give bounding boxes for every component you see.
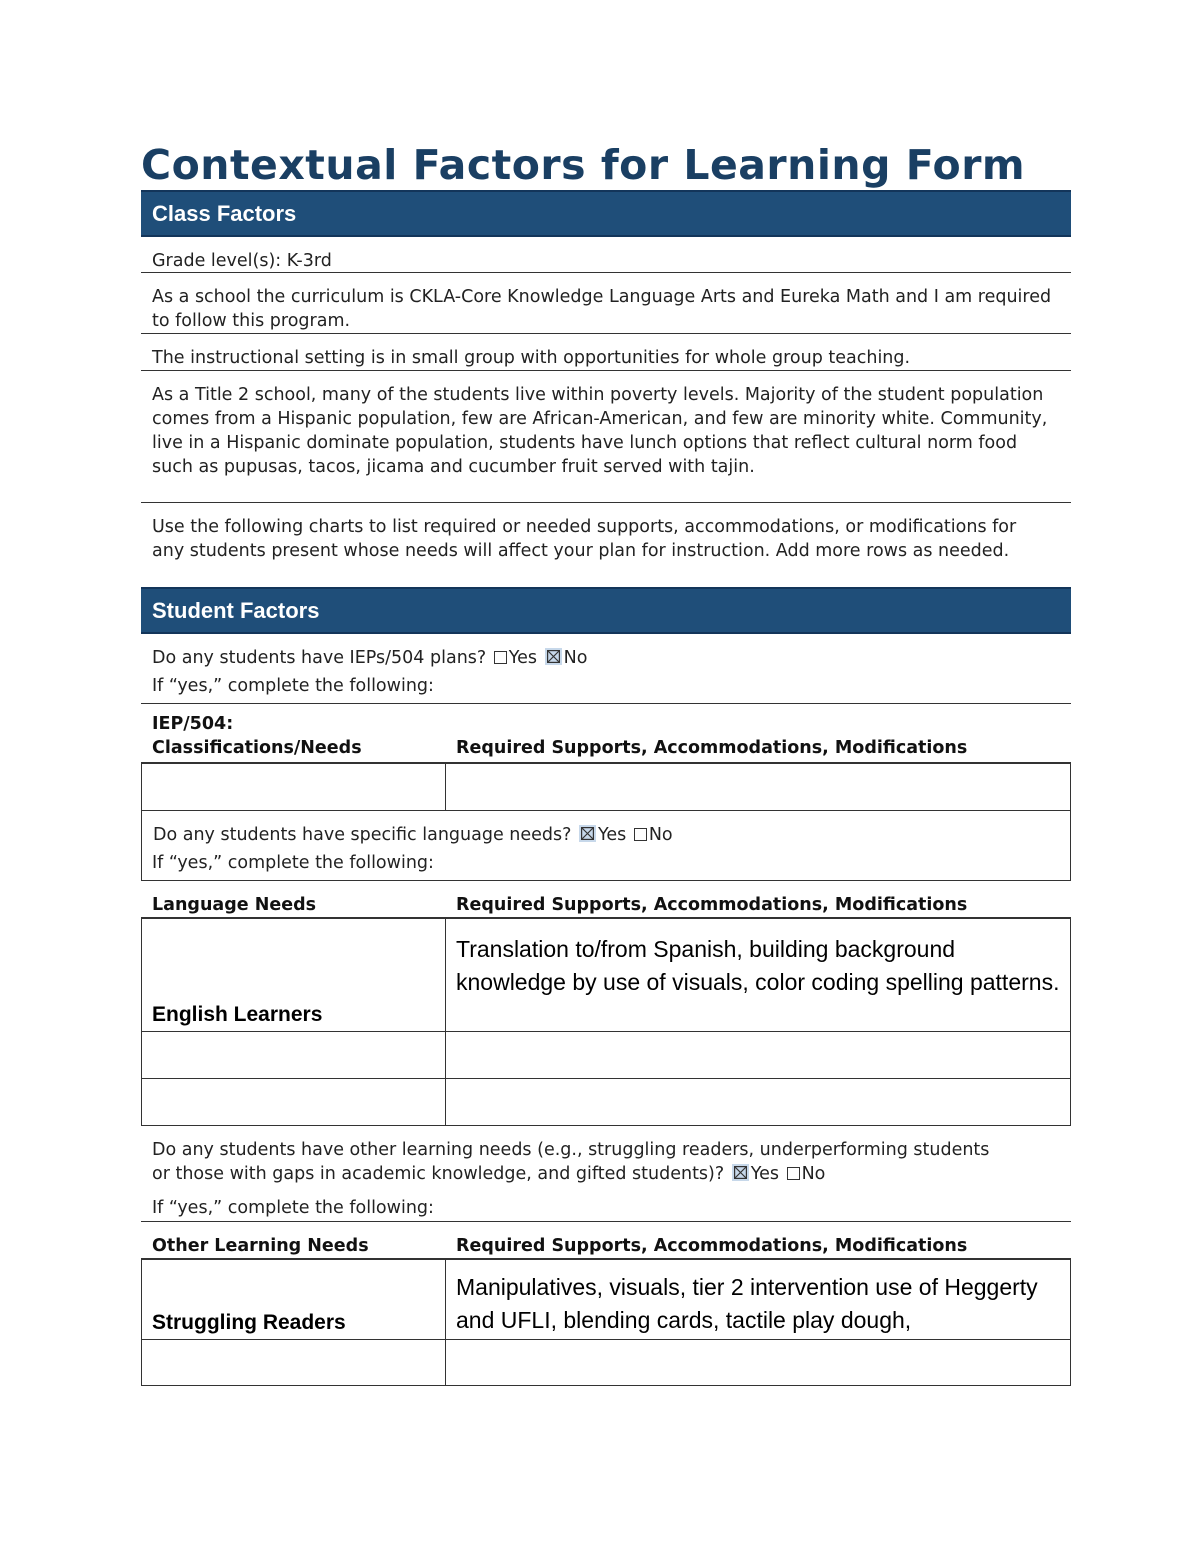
other-table-header bbox=[141, 1222, 1071, 1259]
iep-col-classifications bbox=[141, 704, 445, 760]
other-question-text: Do any students have other learning needs (e.g., struggling readers, underperforming students or those with gaps in academic knowledge, and gifted students)? bbox=[152, 1140, 990, 1184]
language-need-cell[interactable]: English Learners bbox=[142, 919, 446, 1032]
grade-level-text: Grade level(s): K-3rd bbox=[141, 237, 1071, 273]
language-support-cell[interactable] bbox=[446, 1079, 1071, 1126]
other-yes-label: Yes bbox=[750, 1164, 779, 1184]
other-col-needs: Other Learning Needs bbox=[152, 1236, 369, 1256]
iep-if-yes: If “yes,” complete the following: bbox=[141, 670, 1071, 704]
iep-no-checkbox[interactable] bbox=[545, 648, 562, 665]
table-row bbox=[142, 1340, 1071, 1386]
section-header-student-factors: Student Factors bbox=[141, 587, 1071, 634]
table-row bbox=[142, 1079, 1071, 1126]
language-need-cell[interactable] bbox=[142, 1079, 446, 1126]
other-support-cell[interactable]: Manipulatives, visuals, tier 2 intervention use of Heggerty and UFLI, blending cards, tactile play dough, bbox=[446, 1260, 1071, 1340]
other-need-cell[interactable] bbox=[142, 1340, 446, 1386]
table-row bbox=[142, 764, 1071, 811]
language-no-checkbox[interactable] bbox=[634, 828, 647, 841]
page-title: Contextual Factors for Learning Form bbox=[141, 141, 1026, 189]
language-support-cell[interactable]: Translation to/from Spanish, building background knowledge by use of visuals, color coding spelling patterns. bbox=[446, 919, 1071, 1032]
checked-x-icon bbox=[547, 650, 560, 663]
language-need-cell[interactable] bbox=[142, 1032, 446, 1079]
language-yes-checkbox[interactable] bbox=[579, 825, 596, 842]
language-no-label: No bbox=[648, 825, 673, 845]
other-no-checkbox[interactable] bbox=[787, 1167, 800, 1180]
table-row bbox=[142, 919, 1071, 1032]
language-table bbox=[141, 918, 1071, 1126]
table-row bbox=[142, 1032, 1071, 1079]
curriculum-text: As a school the curriculum is CKLA-Core Knowledge Language Arts and Eureka Math and I am required to follow this program. bbox=[141, 273, 1071, 334]
other-table bbox=[141, 1259, 1071, 1386]
section-header-class-factors: Class Factors bbox=[141, 190, 1071, 237]
language-question bbox=[142, 811, 1070, 847]
language-support-cell[interactable] bbox=[446, 1032, 1071, 1079]
iep-question-text: Do any students have IEPs/504 plans? bbox=[152, 648, 487, 668]
language-question-text: Do any students have specific language needs? bbox=[153, 825, 572, 845]
language-yes-label: Yes bbox=[598, 825, 627, 845]
language-col-supports: Required Supports, Accommodations, Modifications bbox=[456, 895, 968, 915]
setting-text: The instructional setting is in small group with opportunities for whole group teaching. bbox=[141, 334, 1071, 371]
iep-col1-line1: IEP/504: bbox=[152, 714, 234, 734]
iep-col1-line2: Classifications/Needs bbox=[152, 738, 362, 758]
form-page bbox=[141, 140, 1071, 1386]
iep-table bbox=[141, 763, 1071, 811]
other-need-cell[interactable]: Struggling Readers bbox=[142, 1260, 446, 1340]
other-support-cell[interactable] bbox=[446, 1340, 1071, 1386]
language-col-needs: Language Needs bbox=[152, 895, 317, 915]
iep-col-supports: Required Supports, Accommodations, Modifications bbox=[456, 738, 968, 758]
other-question bbox=[141, 1126, 1071, 1186]
other-col-supports: Required Supports, Accommodations, Modifications bbox=[456, 1236, 968, 1256]
iep-question bbox=[141, 634, 1071, 670]
iep-need-cell[interactable] bbox=[142, 764, 446, 811]
checked-x-icon bbox=[581, 827, 594, 840]
iep-yes-label: Yes bbox=[508, 648, 538, 668]
language-if-yes: If “yes,” complete the following: bbox=[152, 853, 434, 873]
instructions-text: Use the following charts to list required or needed supports, accommodations, or modifications for any students present whose needs will affect your plan for instruction. Add more rows as needed. bbox=[152, 517, 1017, 561]
other-if-yes: If “yes,” complete the following: bbox=[141, 1186, 1071, 1222]
iep-yes-checkbox[interactable] bbox=[494, 651, 507, 664]
other-yes-checkbox[interactable] bbox=[732, 1164, 749, 1181]
language-table-header bbox=[141, 881, 1071, 918]
other-no-label: No bbox=[801, 1164, 826, 1184]
iep-no-label: No bbox=[563, 648, 588, 668]
checked-x-icon bbox=[734, 1166, 747, 1179]
iep-support-cell[interactable] bbox=[446, 764, 1071, 811]
iep-table-header bbox=[141, 704, 1071, 763]
language-question-block bbox=[141, 811, 1071, 881]
table-row bbox=[142, 1260, 1071, 1340]
community-text: As a Title 2 school, many of the students live within poverty levels. Majority of the student population comes from a Hispanic population, few are African-American, and few are minority white. Community, live in a Hispanic dominate population, students have lunch options that reflect cultural norm food such as pupusas, tacos, jicama and cucumber fruit served with tajin. bbox=[141, 371, 1071, 503]
